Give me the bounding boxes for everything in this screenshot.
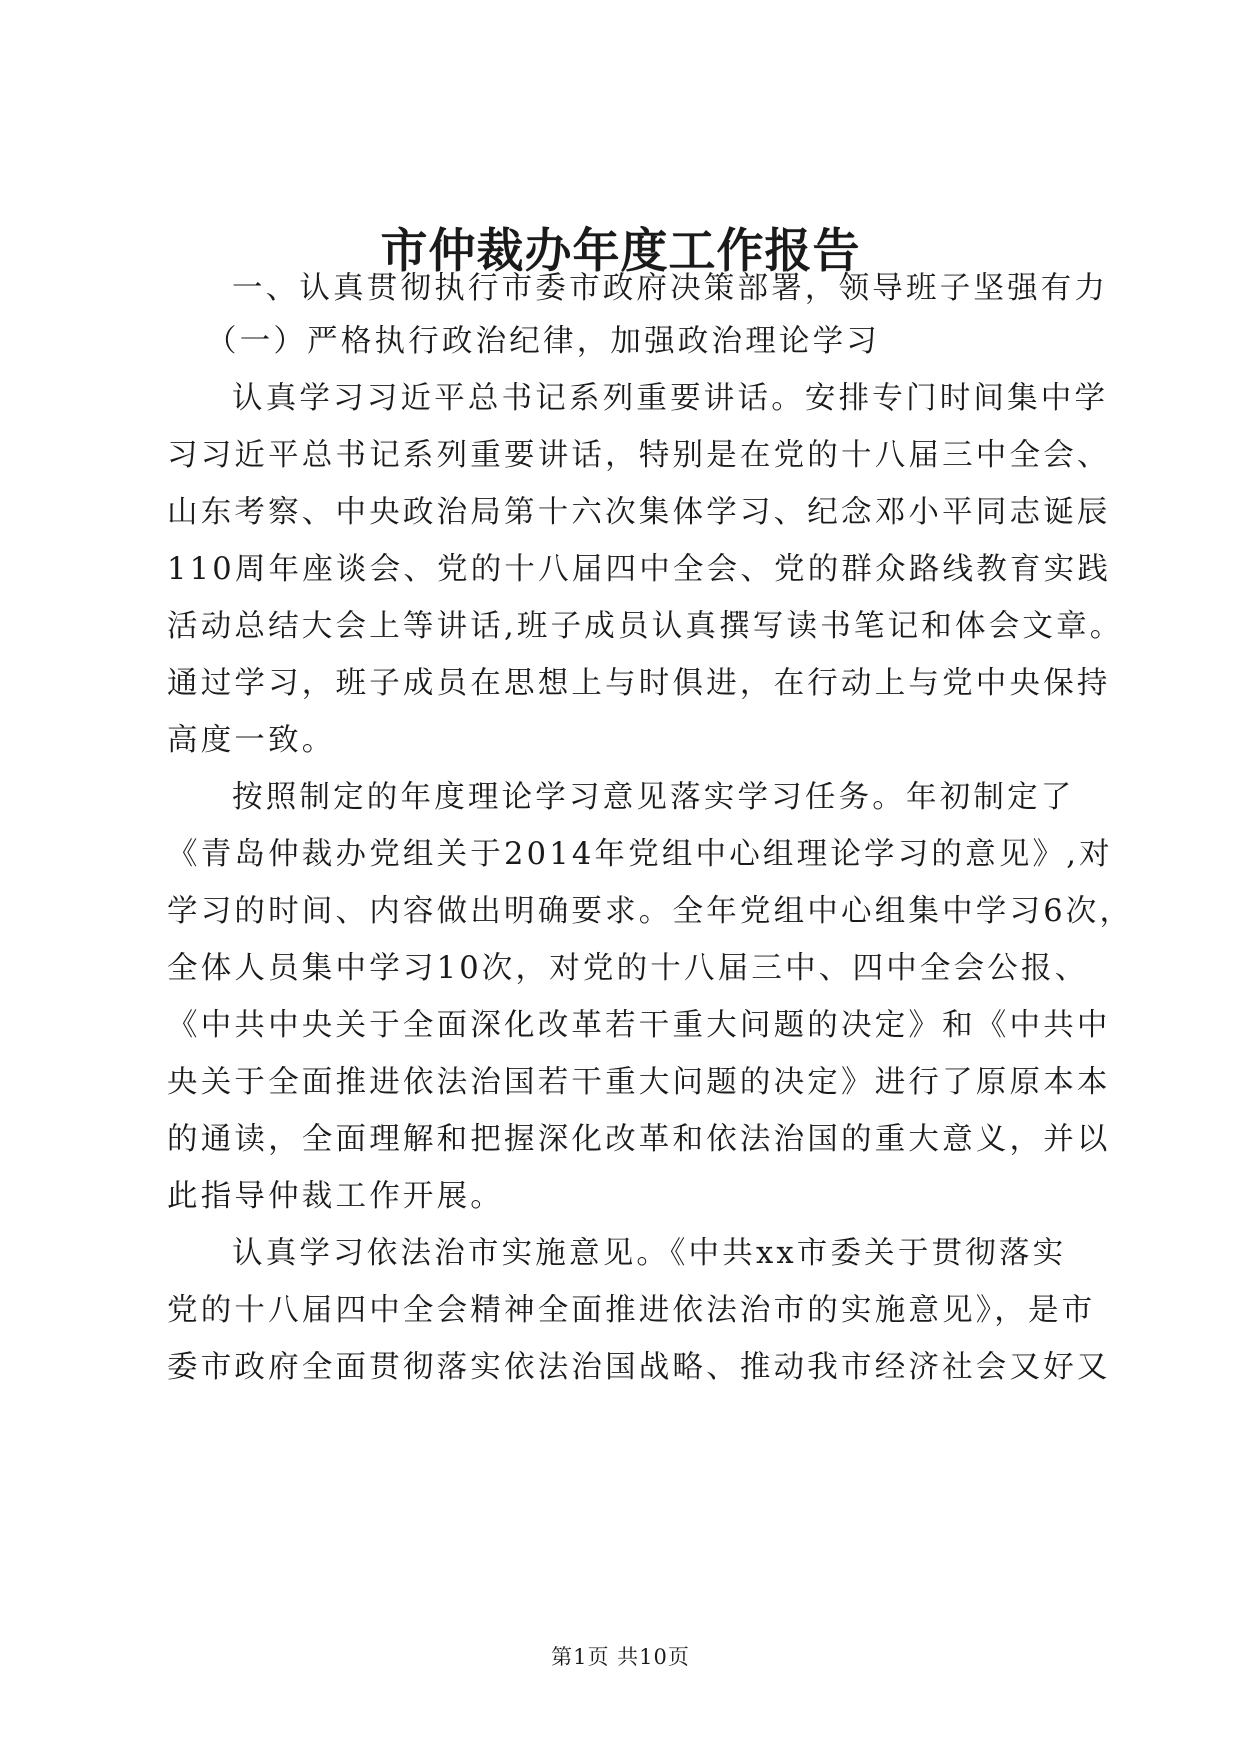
paragraph-line: 此指导仲裁工作开展。 [167, 1179, 504, 1214]
paragraph-line: 认真学习依法治市实施意见。《中共xx市委关于贯彻落实 [232, 1236, 1067, 1271]
paragraph-line: 活动总结大会上等讲话,班子成员认真撰写读书笔记和体会文章。 [167, 609, 1124, 644]
paragraph-line: 的通读，全面理解和把握深化改革和依法治国的重大意义，并以 [167, 1122, 1111, 1157]
paragraph-line: 高度一致。 [167, 723, 336, 758]
paragraph-line: 《青岛仲裁办党组关于2014年党组中心组理论学习的意见》,对 [167, 837, 1113, 872]
paragraph-line: 央关于全面推进依法治国若干重大问题的决定》进行了原原本本 [167, 1065, 1111, 1100]
paragraph-line: 全体人员集中学习10次，对党的十八届三中、四中全会公报、 [167, 951, 1089, 986]
paragraph-line: 110周年座谈会、党的十八届四中全会、党的群众路线教育实践 [167, 552, 1112, 587]
paragraph-line: 习习近平总书记系列重要讲话，特别是在党的十八届三中全会、 [167, 438, 1111, 473]
page-indicator: 第1页 共10页 [551, 1645, 690, 1669]
paragraph-line: 委市政府全面贯彻落实依法治国战略、推动我市经济社会又好又 [167, 1350, 1111, 1385]
section-heading: 一、认真贯彻执行市委市政府决策部署，领导班子坚强有力 [232, 271, 1109, 306]
paragraph-line: 学习的时间、内容做出明确要求。全年党组中心组集中学习6次， [167, 894, 1134, 929]
paragraph-line: 通过学习，班子成员在思想上与时俱进，在行动上与党中央保持 [167, 666, 1111, 701]
subsection-heading: （一）严格执行政治纪律，加强政治理论学习 [206, 324, 880, 359]
paragraph-line: 党的十八届四中全会精神全面推进依法治市的实施意见》，是市 [167, 1293, 1096, 1328]
paragraph-line: 认真学习习近平总书记系列重要讲话。安排专门时间集中学 [232, 381, 1109, 416]
paragraph-line: 按照制定的年度理论学习意见落实学习任务。年初制定了 [232, 780, 1075, 815]
document-title: 市仲裁办年度工作报告 [380, 224, 861, 279]
paragraph-line: 山东考察、中央政治局第十六次集体学习、纪念邓小平同志诞辰 [167, 495, 1111, 530]
paragraph-line: 《中共中央关于全面深化改革若干重大问题的决定》和《中共中 [167, 1008, 1111, 1043]
